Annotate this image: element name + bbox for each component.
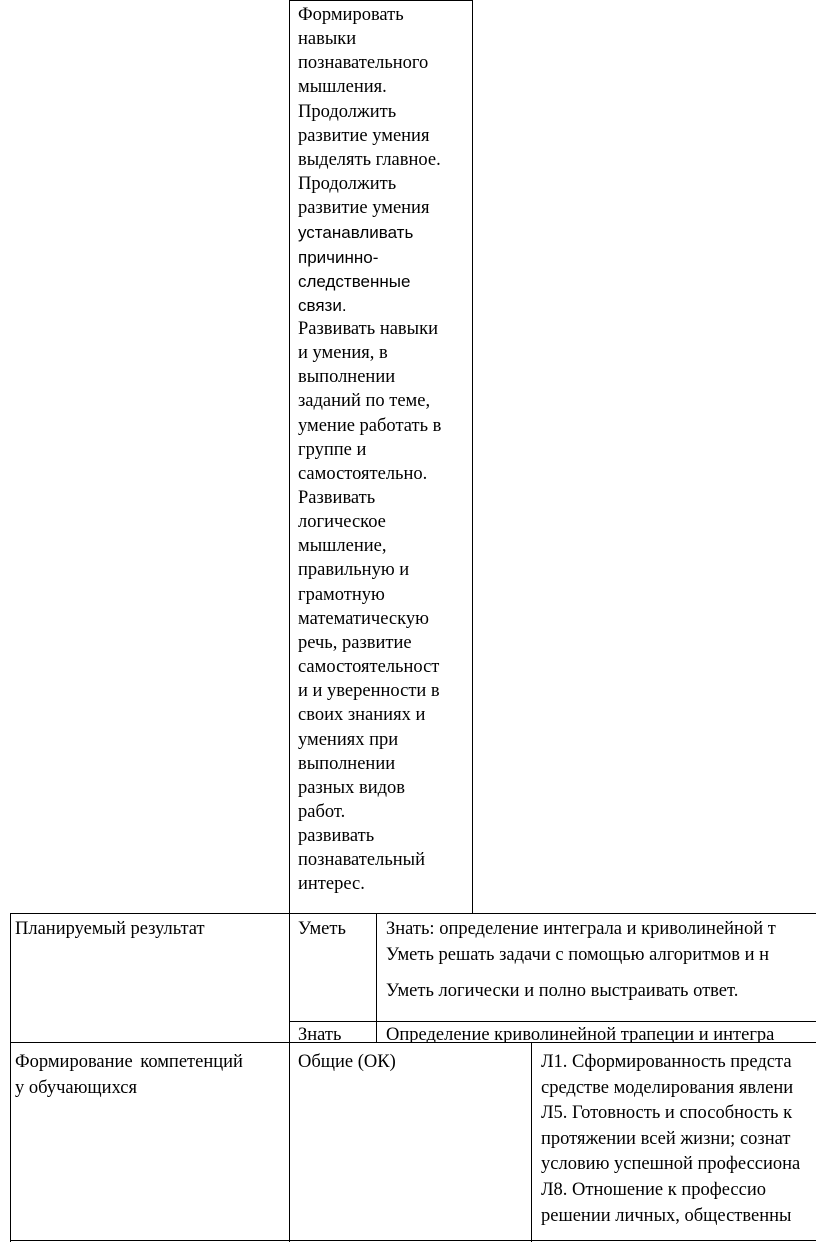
competence-line: решении личных, общественны [541, 1205, 792, 1226]
competence-label-line-2: у обучающихся [15, 1078, 138, 1098]
know-label: Знать [298, 1025, 342, 1045]
goal-line: группе и [298, 439, 367, 460]
goal-line: Развивать [298, 488, 376, 508]
table-left-border [10, 913, 11, 1242]
goal-line: умениях при [298, 729, 399, 750]
goal-line: Продолжить [298, 101, 397, 122]
goal-line: навыки [298, 29, 357, 50]
competence-line: Л8. Отношение к профессио [541, 1180, 766, 1200]
goal-line: развитие умения [298, 125, 430, 146]
skill-line-1: Знать: определение интеграла и криволинейной т [386, 919, 776, 939]
goal-line: работ. [298, 801, 346, 822]
goal-line: умение работать в [298, 415, 442, 436]
goal-line: интерес. [298, 874, 365, 895]
goal-line: заданий по теме, [298, 391, 431, 412]
competence-content [532, 1042, 816, 1240]
goals-cell-left-border [289, 0, 290, 914]
planned-result-label: Планируемый результат [15, 919, 205, 939]
goal-line: речь, развитие [298, 632, 412, 653]
goal-line: логическое [298, 512, 386, 533]
competence-line: Л1. Сформированность предста [541, 1052, 792, 1072]
goal-line: выполнении [298, 367, 396, 388]
goal-line: и умения, в [298, 343, 388, 364]
goal-line: и и уверенности в [298, 681, 440, 702]
competence-line: средстве моделирования явлени [541, 1077, 794, 1098]
goal-line: Формировать [298, 5, 404, 25]
goal-line: самостоятельност [298, 657, 440, 678]
skill-line-2: Уметь решать задачи с помощью алгоритмов и н [386, 945, 770, 965]
know-text: Определение криволинейной трапеции и интегра [386, 1025, 775, 1043]
competence-line: Л5. Готовность и способность к [541, 1103, 793, 1124]
table-top-border [289, 0, 473, 1]
goal-line: развитие умения [298, 198, 430, 219]
goal-line: разных видов [298, 777, 406, 798]
goal-line: познавательного [298, 53, 429, 74]
goal-line: следственные [298, 271, 411, 291]
goal-line: грамотную [298, 584, 385, 605]
goal-line: самостоятельно. [298, 463, 428, 484]
general-competence-label: Общие (ОК) [298, 1052, 396, 1072]
competence-label-line-1: Формирование компетенций [15, 1052, 243, 1072]
skill-content [384, 913, 816, 1021]
table-bottom-border [10, 1240, 816, 1241]
competence-line: условию успешной профессиона [541, 1154, 801, 1175]
goal-line: познавательный [298, 850, 425, 871]
goal-line: причинно- [298, 247, 379, 267]
goal-line: Продолжить [298, 174, 397, 195]
result-skill-divider [376, 913, 377, 1043]
goal-line: выполнении [298, 753, 396, 774]
goals-cell-right-border [472, 0, 473, 914]
competence-line: протяжении всей жизни; сознат [541, 1128, 791, 1149]
goal-line: выделять главное. [298, 149, 441, 170]
know-content [384, 1021, 816, 1043]
goal-line: связи. [298, 295, 347, 315]
goal-line: Развивать навыки [298, 318, 438, 339]
goal-line: математическую [298, 608, 429, 629]
result-label-divider [289, 913, 290, 1242]
goal-line: мышление, [298, 536, 387, 557]
goal-line: развивать [298, 826, 375, 847]
goal-line: правильную и [298, 560, 410, 581]
skill-line-3: Уметь логически и полно выстраивать ответ. [386, 981, 739, 1001]
goal-line: устанавливать [298, 223, 414, 243]
goal-line: своих знаниях и [298, 705, 426, 726]
skill-label: Уметь [298, 919, 346, 939]
goal-line: мышления. [298, 77, 387, 98]
